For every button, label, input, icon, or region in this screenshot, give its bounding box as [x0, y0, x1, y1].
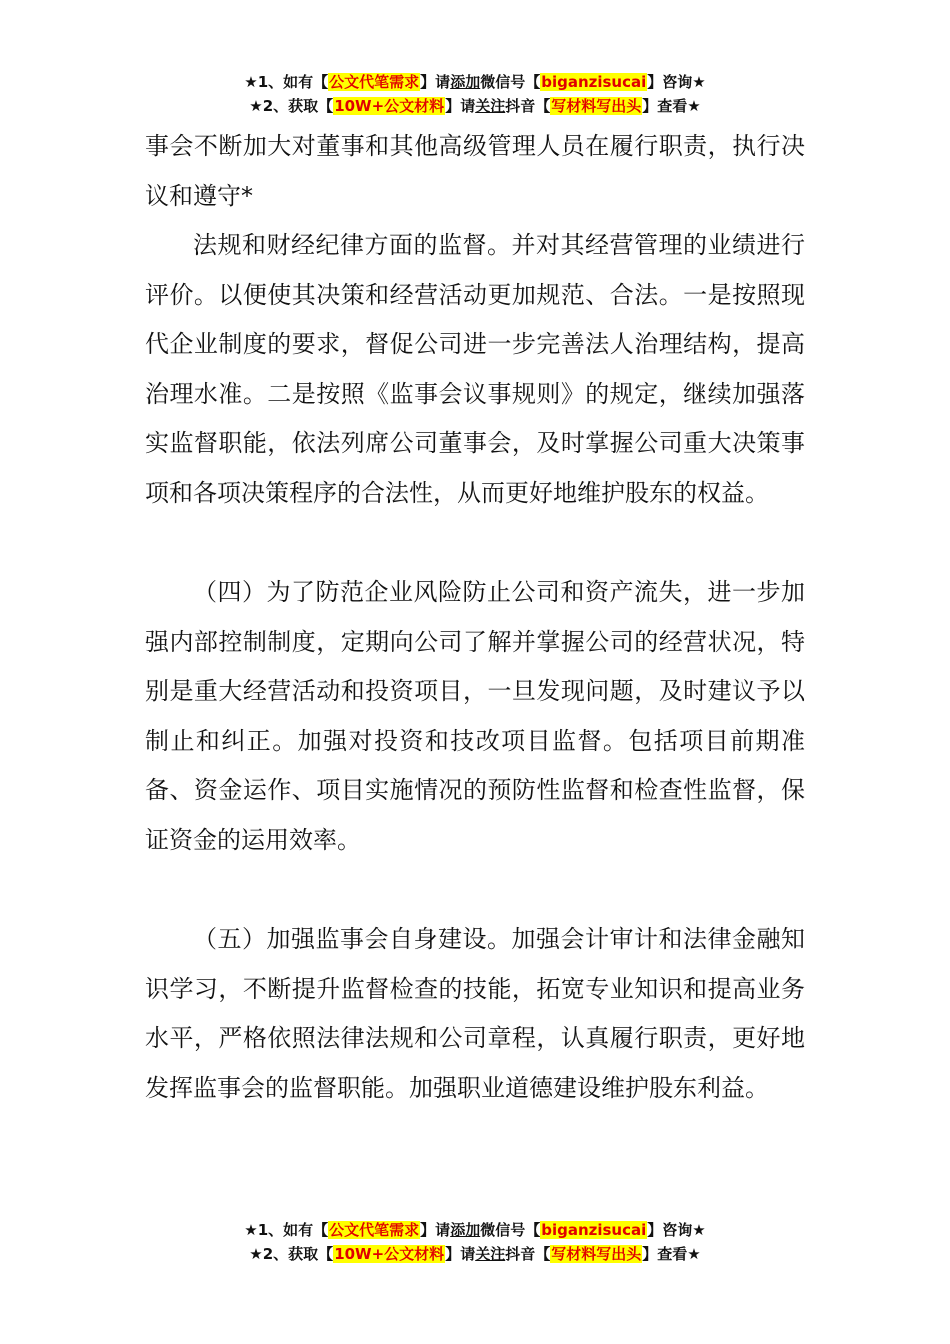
banner-text: 】请 — [445, 1245, 476, 1263]
highlight-materials: 10W+公文材料 — [334, 1245, 445, 1263]
banner-text: 抖音【 — [505, 97, 551, 115]
highlight-douyin-account: 写材料写出头 — [551, 97, 642, 115]
banner-line-1 — [0, 1218, 950, 1242]
banner-text: 】请 — [420, 1221, 451, 1239]
underlined-text: 添加 — [450, 73, 481, 91]
banner-text: ★2、获取【 — [249, 97, 334, 115]
banner-text: 】咨询★ — [647, 1221, 706, 1239]
banner-text: ★2、获取【 — [249, 1245, 334, 1263]
paragraph-spacer — [145, 518, 805, 568]
paragraph-spacer — [145, 865, 805, 915]
banner-text: 微信号【 — [480, 1221, 541, 1239]
highlight-douyin-account: 写材料写出头 — [551, 1245, 642, 1263]
footer-banner — [0, 1218, 950, 1266]
underlined-text: 添加 — [450, 1221, 481, 1239]
banner-text: 】查看★ — [642, 97, 701, 115]
highlight-materials: 10W+公文材料 — [334, 97, 445, 115]
highlight-wechat-id: biganzisucai — [541, 1221, 647, 1239]
banner-line-2 — [0, 94, 950, 118]
banner-text: 】请 — [445, 97, 476, 115]
underlined-text: 关注 — [475, 97, 506, 115]
banner-text: 抖音【 — [505, 1245, 551, 1263]
banner-text: 】请 — [420, 73, 451, 91]
document-body — [145, 122, 805, 1113]
banner-text: 微信号【 — [480, 73, 541, 91]
underlined-text: 关注 — [475, 1245, 506, 1263]
banner-text: ★1、如有【 — [244, 73, 329, 91]
paragraph-3: （五）加强监事会自身建设。加强会计审计和法律金融知识学习，不断提升监督检查的技能，拓宽专业知识和提高业务水平，严格依照法律法规和公司章程，认真履行职责，更好地发挥监事会的监督职能。加强职业道德建设维护股东利益。 — [145, 925, 805, 1102]
banner-text: 】咨询★ — [647, 73, 706, 91]
banner-line-1 — [0, 70, 950, 94]
paragraph-1: 法规和财经纪律方面的监督。并对其经营管理的业绩进行评价。以便使其决策和经营活动更加规范、合法。一是按照现代企业制度的要求，督促公司进一步完善法人治理结构，提高治理水准。二是按照《监事会议事规则》的规定，继续加强落实监督职能，依法列席公司董事会，及时掌握公司重大决策事项和各项决策程序的合法性，从而更好地维护股东的权益。 — [145, 231, 805, 507]
banner-line-2 — [0, 1242, 950, 1266]
highlight-service: 公文代笔需求 — [329, 73, 420, 91]
banner-text: 】查看★ — [642, 1245, 701, 1263]
paragraph-continuation: 事会不断加大对董事和其他高级管理人员在履行职责，执行决议和遵守* — [145, 132, 805, 210]
header-banner — [0, 70, 950, 118]
highlight-service: 公文代笔需求 — [329, 1221, 420, 1239]
banner-text: ★1、如有【 — [244, 1221, 329, 1239]
paragraph-2: （四）为了防范企业风险防止公司和资产流失，进一步加强内部控制制度，定期向公司了解并掌握公司的经营状况，特别是重大经营活动和投资项目，一旦发现问题，及时建议予以制止和纠正。加强对投资和技改项目监督。包括项目前期准备、资金运作、项目实施情况的预防性监督和检查性监督，保证资金的运用效率。 — [145, 578, 805, 854]
highlight-wechat-id: biganzisucai — [541, 73, 647, 91]
